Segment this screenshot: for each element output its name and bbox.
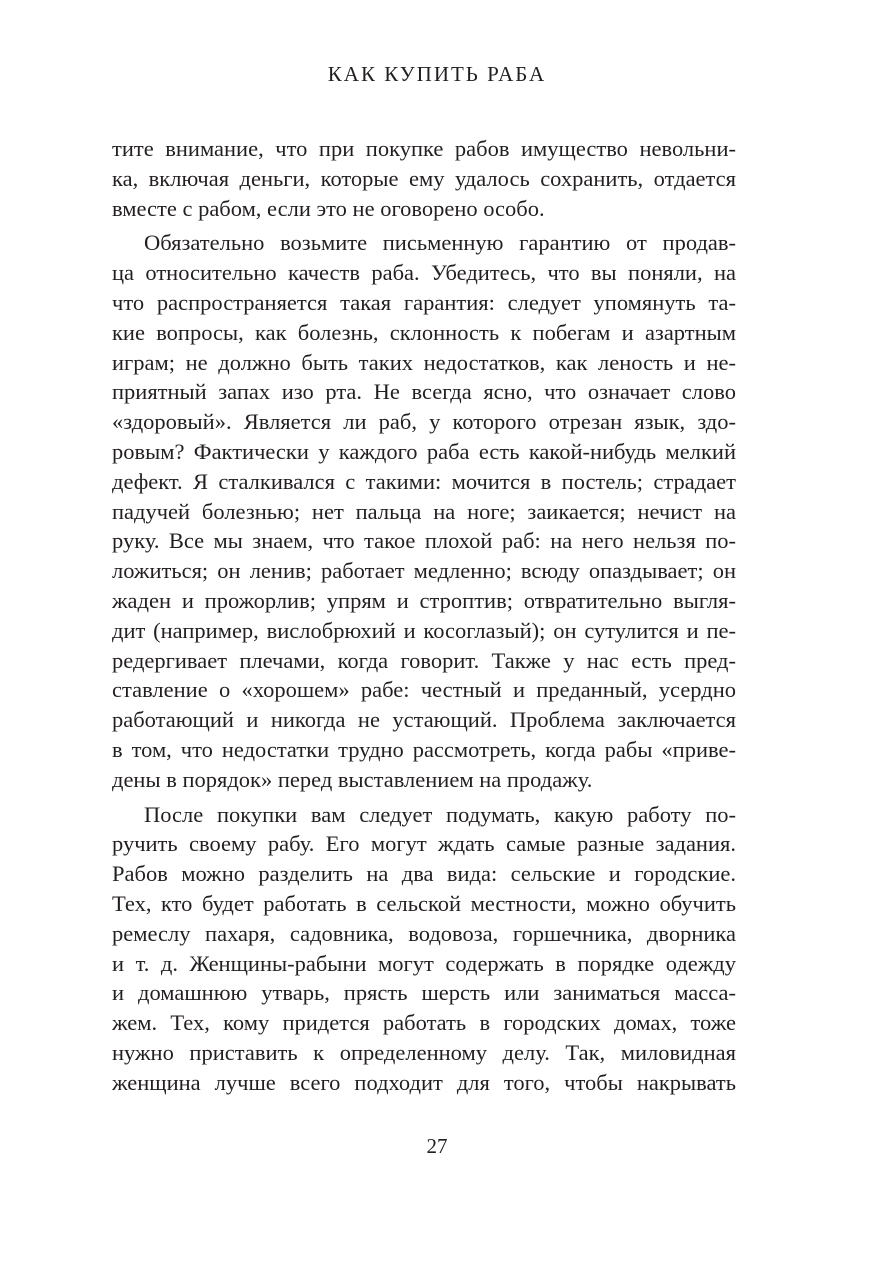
body-text (112, 134, 736, 1098)
paragraph-1 (112, 134, 736, 223)
text-line: что распространяется такая гарантия: следует упомянуть та- (112, 289, 736, 315)
text-line: приятный запах изо рта. Не всегда ясно, что означает слово (112, 379, 736, 405)
text-line: дит (например, вислобрюхий и косоглазый); он сутулится и пе- (112, 617, 736, 643)
text-line: руку. Все мы знаем, что такое плохой раб: на него нельзя по- (112, 528, 736, 554)
text-line: ремеслу пахаря, садовника, водовоза, горшечника, дворника (112, 920, 736, 946)
running-title: КАК КУПИТЬ РАБА (327, 62, 547, 86)
text-line: кие вопросы, как болезнь, склонность к побегам и азартным (112, 319, 736, 345)
text-line: ложиться; он ленив; работает медленно; всюду опаздывает; он (112, 558, 736, 584)
text-line: ка, включая деньги, которые ему удалось сохранить, отдается (112, 165, 736, 191)
text-line: падучей болезнью; нет пальца на ноге; заикается; нечист на (112, 498, 736, 524)
text-line: ручить своему рабу. Его могут ждать самые разные задания. (112, 831, 736, 857)
text-line: и домашнюю утварь, прясть шерсть или заниматься масса- (112, 980, 736, 1006)
text-line: редергивает плечами, когда говорит. Также у нас есть пред- (112, 647, 736, 673)
text-line: ровым? Фактически у каждого раба есть какой-нибудь мелкий (112, 438, 736, 464)
text-line: играм; не должно быть таких недостатков, как леность и не- (112, 349, 736, 375)
text-line: жаден и прожорлив; упрям и строптив; отвратительно выгля- (112, 587, 736, 613)
text-line: вместе с рабом, если это не оговорено особо. (112, 195, 545, 221)
text-line: в том, что недостатки трудно рассмотреть, когда рабы «приве- (112, 736, 736, 762)
text-line: ставление о «хорошем» рабе: честный и преданный, усердно (112, 677, 736, 703)
text-line: нужно приставить к определенному делу. Так, миловидная (112, 1039, 736, 1065)
text-line: ца относительно качеств раба. Убедитесь, что вы поняли, на (112, 260, 736, 286)
text-line: Тех, кто будет работать в сельской местности, можно обучить (112, 890, 736, 916)
text-line: Рабов можно разделить на два вида: сельские и городские. (112, 861, 736, 887)
text-line: «здоровый». Является ли раб, у которого отрезан язык, здо- (112, 409, 736, 435)
text-line: женщина лучше всего подходит для того, чтобы накрывать (112, 1069, 736, 1095)
text-line: После покупки вам следует подумать, какую работу по- (144, 801, 736, 827)
text-line: тите внимание, что при покупке рабов имущество невольни- (112, 136, 736, 161)
text-line: и т. д. Женщины-рабыни могут содержать в порядке одежду (112, 950, 736, 976)
text-line: жем. Тех, кому придется работать в городских домах, тоже (112, 1010, 736, 1036)
text-line: работающий и никогда не устающий. Проблема заключается (112, 707, 736, 733)
text-line: дефект. Я сталкивался с такими: мочится в постель; страдает (112, 468, 736, 494)
paragraph-2 (112, 228, 736, 794)
text-line: Обязательно возьмите письменную гарантию от продав- (144, 230, 736, 256)
paragraph-3 (112, 800, 736, 1098)
text-line: дены в порядок» перед выставлением на продажу. (112, 766, 593, 792)
page-number: 27 (426, 1134, 448, 1158)
